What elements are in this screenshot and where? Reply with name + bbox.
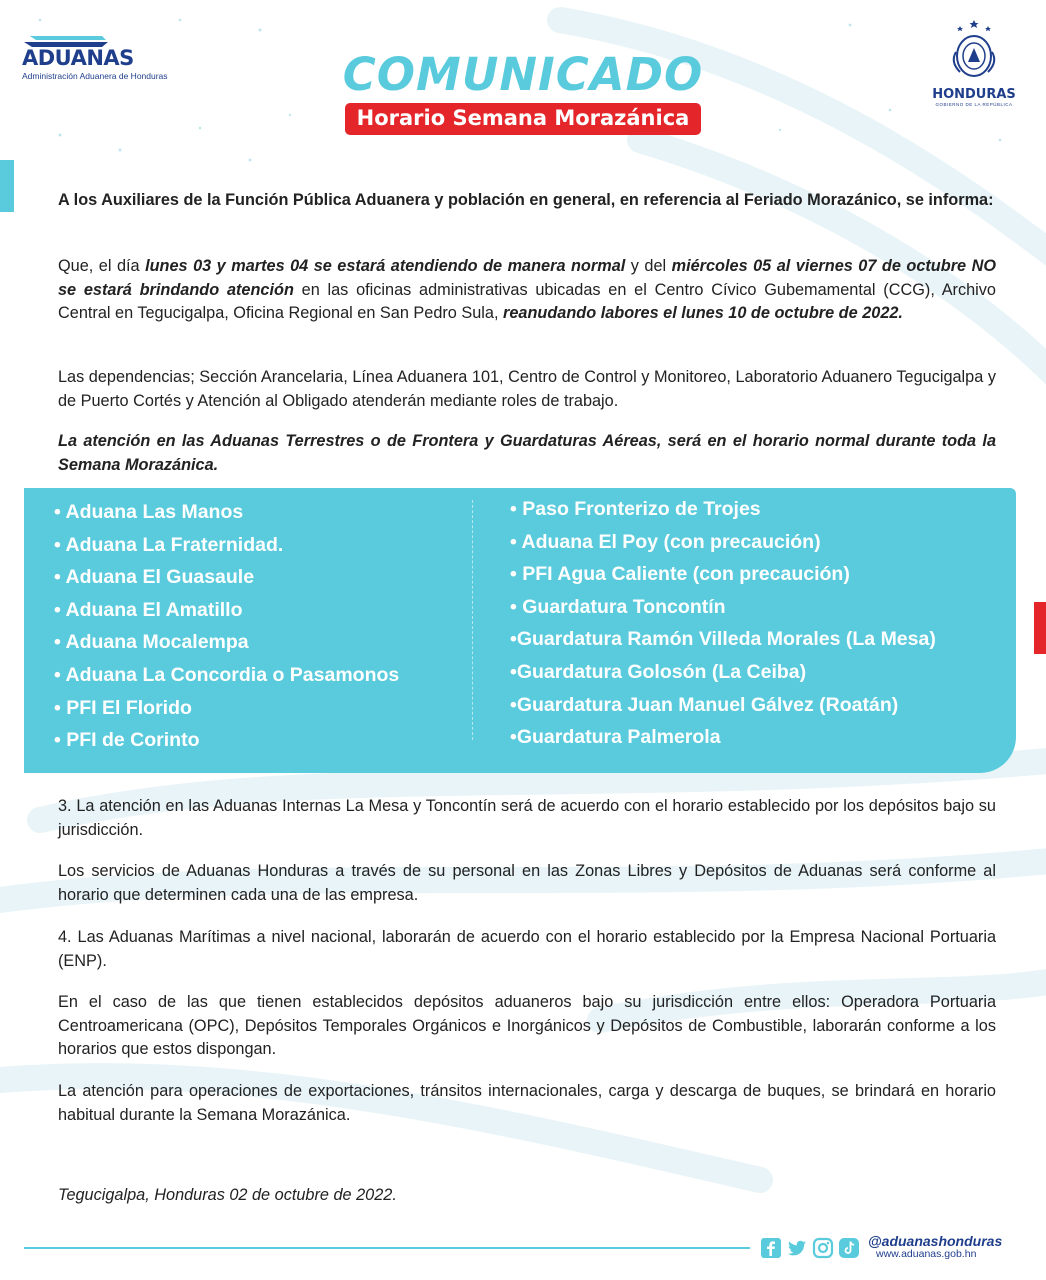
list-item: • Aduana El Guasaule bbox=[54, 566, 255, 589]
list-item: • Guardatura Toncontín bbox=[510, 595, 726, 618]
list-item: • PFI Agua Caliente (con precaución) bbox=[510, 563, 850, 586]
free-zones-paragraph: Los servicios de Aduanas Honduras a través de su personal en las Zonas Libres y Depósitos de Aduanas será conforme al horario que determinen cada una de las empresa. bbox=[58, 862, 996, 904]
list-item: • Aduana Mocalempa bbox=[54, 631, 249, 654]
dependencies-paragraph: Las dependencias; Sección Arancelaria, Línea Aduanera 101, Centro de Control y Monitoreo, Laboratorio Aduanero Tegucigalpa y de Puerto Cortés y Atención al Obligado atenderán mediante roles de trabajo. bbox=[58, 368, 996, 410]
honduras-wordmark: HONDURAS bbox=[932, 87, 1016, 102]
list-item: •Guardatura Juan Manuel Gálvez (Roatán) bbox=[510, 693, 899, 716]
social-handle[interactable]: @aduanashonduras bbox=[868, 1233, 1003, 1249]
schedule-text-3: y del bbox=[625, 257, 672, 275]
website-link[interactable]: www.aduanas.gob.hn bbox=[876, 1248, 977, 1260]
list-item: • Aduana Las Manos bbox=[54, 501, 244, 523]
honduras-logo bbox=[924, 18, 1024, 107]
internal-customs-paragraph: 3. La atención en las Aduanas Internas La Mesa y Toncontín será de acuerdo con el horario establecido por los depósitos bajo su jurisdicción. bbox=[58, 797, 996, 839]
list-item: • Aduana El Amatillo bbox=[54, 598, 243, 621]
list-item: • Aduana La Fraternidad. bbox=[54, 533, 284, 556]
schedule-text-6: reanudando labores el lunes 10 de octubre de 2022. bbox=[503, 304, 903, 322]
tiktok-icon[interactable] bbox=[838, 1237, 860, 1259]
list-item: •Guardatura Golosón (La Ceiba) bbox=[510, 660, 807, 683]
maritime-customs-paragraph: 4. Las Aduanas Marítimas a nivel nacional, laborarán de acuerdo con el horario establecido por la Empresa Nacional Portuaria (ENP). bbox=[58, 928, 996, 970]
border-customs-paragraph: La atención en las Aduanas Terrestres o de Frontera y Guardaturas Aéreas, será en el horario normal durante toda la Semana Morazánica. bbox=[58, 432, 996, 474]
twitter-icon[interactable] bbox=[786, 1237, 808, 1259]
document-date: Tegucigalpa, Honduras 02 de octubre de 2022. bbox=[58, 1186, 397, 1204]
list-divider bbox=[472, 500, 474, 740]
list-item: •Guardatura Palmerola bbox=[510, 726, 721, 749]
customs-list-left bbox=[54, 496, 399, 757]
list-item: • PFI de Corinto bbox=[54, 729, 200, 752]
facebook-icon[interactable] bbox=[760, 1237, 782, 1259]
honduras-tagline: GOBIERNO DE LA REPÚBLICA bbox=[935, 102, 1013, 107]
schedule-text-4: miércoles 05 al viernes 07 de octubre NO se estará brindando atención bbox=[58, 257, 996, 299]
intro-paragraph: A los Auxiliares de la Función Pública Aduanera y población en general, en referencia al Feriado Morazánico, se informa: bbox=[58, 191, 994, 209]
logo-tagline: Administración Aduanera de Honduras bbox=[22, 71, 168, 81]
logo-wordmark: ADUANAS bbox=[22, 46, 134, 70]
schedule-text-5: en las oficinas administrativas ubicadas en el Centro Cívico Gubemamental (CCG), Archivo Central en Tegucigalpa, Oficina Regional en San Pedro Sula, bbox=[58, 280, 996, 322]
list-item: • PFI El Florido bbox=[54, 696, 192, 719]
instagram-icon[interactable] bbox=[812, 1237, 834, 1259]
left-accent-bar bbox=[0, 160, 14, 212]
deposits-paragraph: En el caso de las que tienen establecidos depósitos aduaneros bajo su jurisdicción entre ellos: Operadora Portuaria Centroamericana (OPC), Depósitos Temporales Orgánicos e Inorgánicos y Depósitos de Combustible, laborarán conforme a los horarios que estos dispongan. bbox=[58, 993, 996, 1058]
list-item: • Paso Fronterizo de Trojes bbox=[510, 498, 761, 520]
schedule-text-2: lunes 03 y martes 04 se estará atendiendo de manera normal bbox=[145, 257, 626, 275]
social-contact bbox=[868, 1233, 1018, 1260]
page-subtitle: Horario Semana Morazánica bbox=[345, 103, 702, 135]
customs-list-right bbox=[510, 493, 936, 754]
list-item: •Guardatura Ramón Villeda Morales (La Mesa) bbox=[510, 628, 936, 651]
footer-divider bbox=[24, 1247, 750, 1249]
right-accent-bar bbox=[1034, 602, 1046, 654]
page-title: COMUNICADO bbox=[342, 48, 704, 101]
list-item: • Aduana La Concordia o Pasamonos bbox=[54, 663, 400, 686]
list-item: • Aduana El Poy (con precaución) bbox=[510, 530, 821, 553]
coat-of-arms-icon bbox=[946, 18, 1002, 82]
social-icons bbox=[760, 1236, 860, 1260]
operations-paragraph: La atención para operaciones de exportaciones, tránsitos internacionales, carga y descarga de buques, se brindará en horario habitual durante la Semana Morazánica. bbox=[58, 1082, 996, 1124]
schedule-text-1: Que, el día bbox=[58, 257, 146, 275]
schedule-paragraph bbox=[58, 255, 996, 326]
